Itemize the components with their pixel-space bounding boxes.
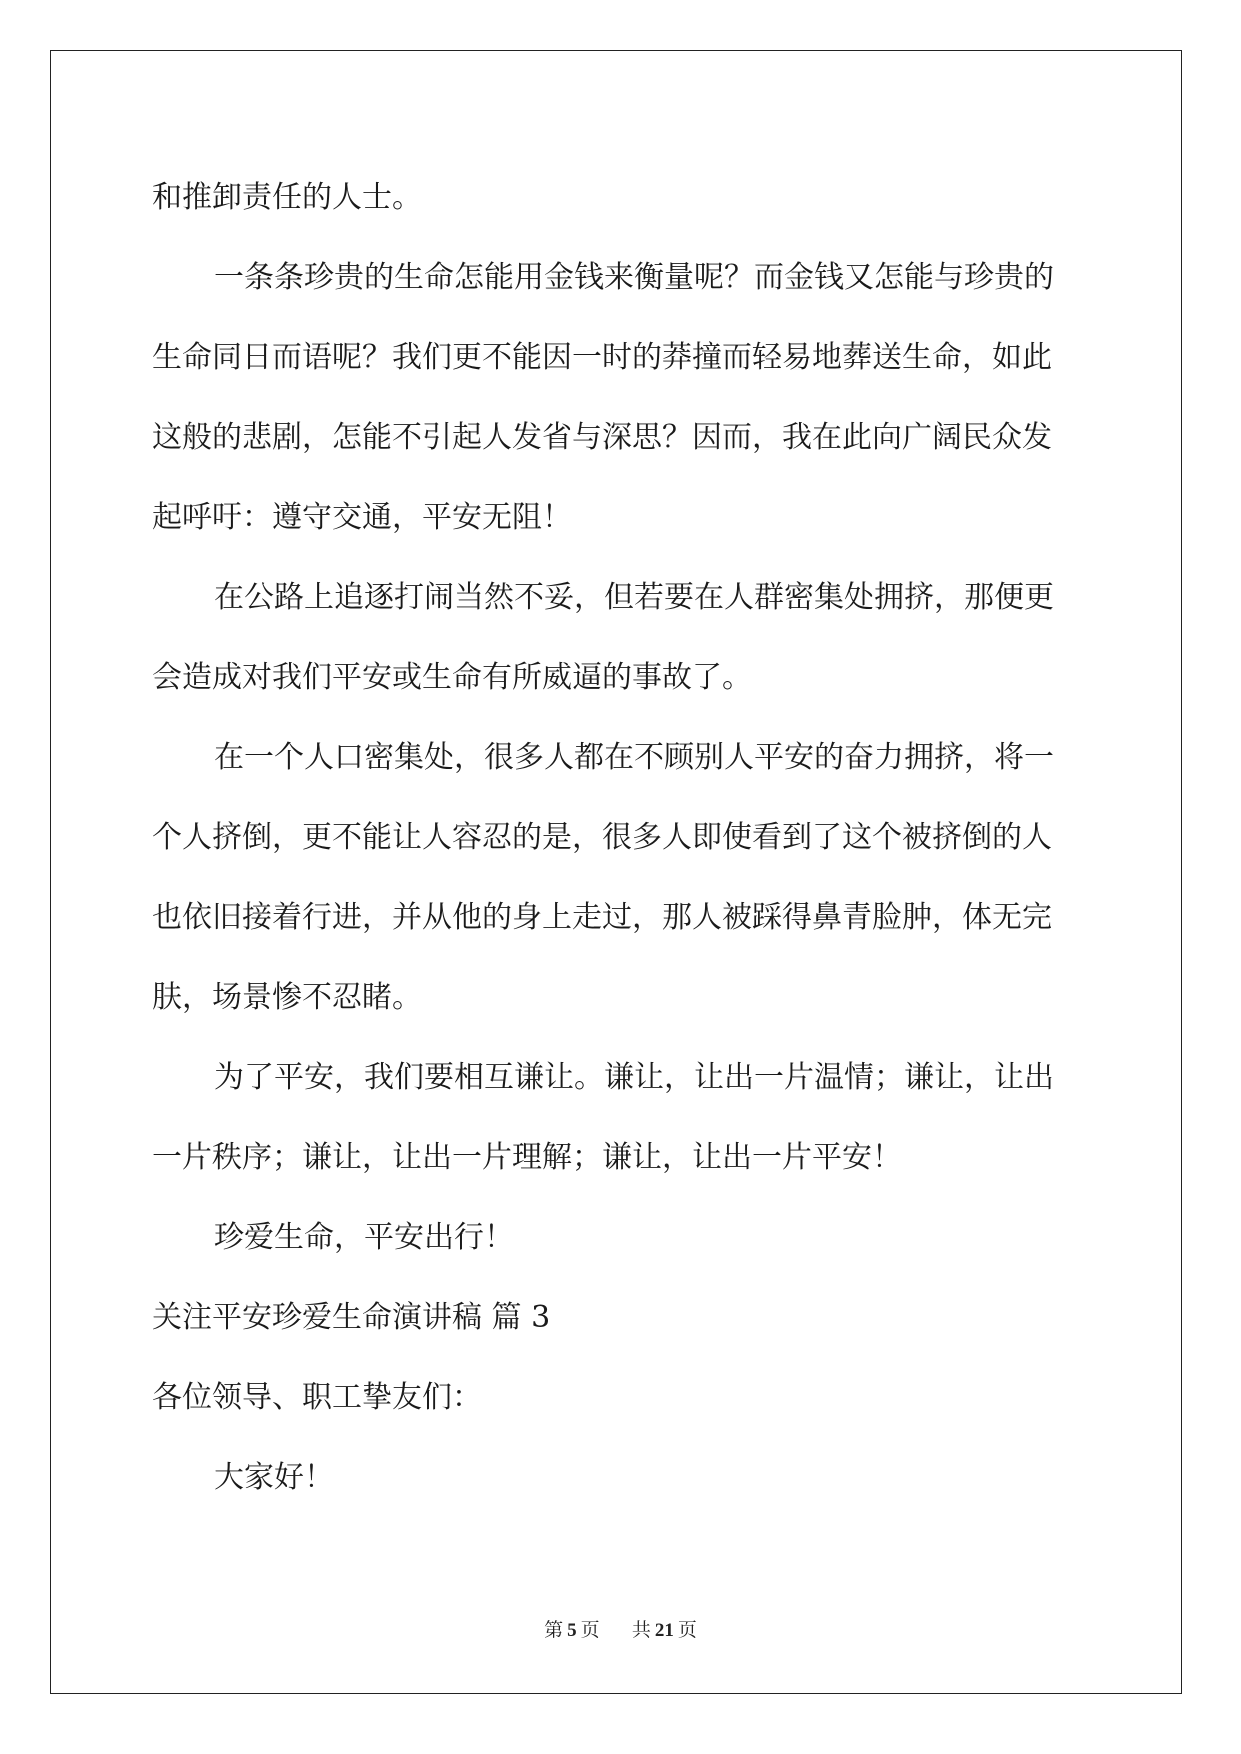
document-body xyxy=(152,158,1087,1518)
text-line: 和推卸责任的人士。 xyxy=(152,180,422,215)
section-heading xyxy=(152,1278,1087,1358)
page-footer xyxy=(0,1615,1241,1642)
page-prefix: 第 xyxy=(544,1619,564,1641)
text-line: 会造成对我们平安或生命有所威逼的事故了。 xyxy=(152,660,752,695)
total-pages-label xyxy=(630,1619,699,1641)
salutation xyxy=(152,1358,1087,1438)
text-line: 也依旧接着行进，并从他的身上走过，那人被踩得鼻青脸肿，体无完 xyxy=(152,900,1052,935)
text-line: 一条条珍贵的生命怎能用金钱来衡量呢？而金钱又怎能与珍贵的 xyxy=(214,260,1054,295)
paragraph-4 xyxy=(152,718,1087,1038)
greeting xyxy=(152,1438,1087,1518)
paragraph-6 xyxy=(152,1198,1087,1278)
text-line: 在一个人口密集处，很多人都在不顾别人平安的奋力拥挤，将一 xyxy=(214,740,1054,775)
total-pages: 21 xyxy=(654,1620,674,1641)
heading-line: 关注平安珍爱生命演讲稿 篇 3 xyxy=(152,1300,551,1335)
text-line: 生命同日而语呢？我们更不能因一时的莽撞而轻易地葬送生命，如此 xyxy=(152,340,1052,375)
text-line: 这般的悲剧，怎能不引起人发省与深思？因而，我在此向广阔民众发 xyxy=(152,420,1052,455)
page-number-label xyxy=(542,1619,602,1641)
paragraph-2 xyxy=(152,238,1087,558)
paragraph-5 xyxy=(152,1038,1087,1198)
text-line: 个人挤倒，更不能让人容忍的是，很多人即使看到了这个被挤倒的人 xyxy=(152,820,1052,855)
page-suffix: 页 xyxy=(580,1619,600,1641)
text-line: 一片秩序；谦让，让出一片理解；谦让，让出一片平安！ xyxy=(152,1140,902,1175)
page-number: 5 xyxy=(567,1620,577,1641)
text-line: 各位领导、职工挚友们： xyxy=(152,1380,482,1415)
text-line: 起呼吁：遵守交通，平安无阻！ xyxy=(152,500,572,535)
paragraph-1 xyxy=(152,158,1087,238)
text-line: 在公路上追逐打闹当然不妥，但若要在人群密集处拥挤，那便更 xyxy=(214,580,1054,615)
text-line: 肤，场景惨不忍睹。 xyxy=(152,980,422,1015)
paragraph-3 xyxy=(152,558,1087,718)
text-line: 珍爱生命，平安出行！ xyxy=(214,1220,514,1255)
total-prefix: 共 xyxy=(631,1619,651,1641)
total-suffix: 页 xyxy=(677,1619,697,1641)
text-line: 为了平安，我们要相互谦让。谦让，让出一片温情；谦让，让出 xyxy=(214,1060,1054,1095)
text-line: 大家好！ xyxy=(214,1460,334,1495)
